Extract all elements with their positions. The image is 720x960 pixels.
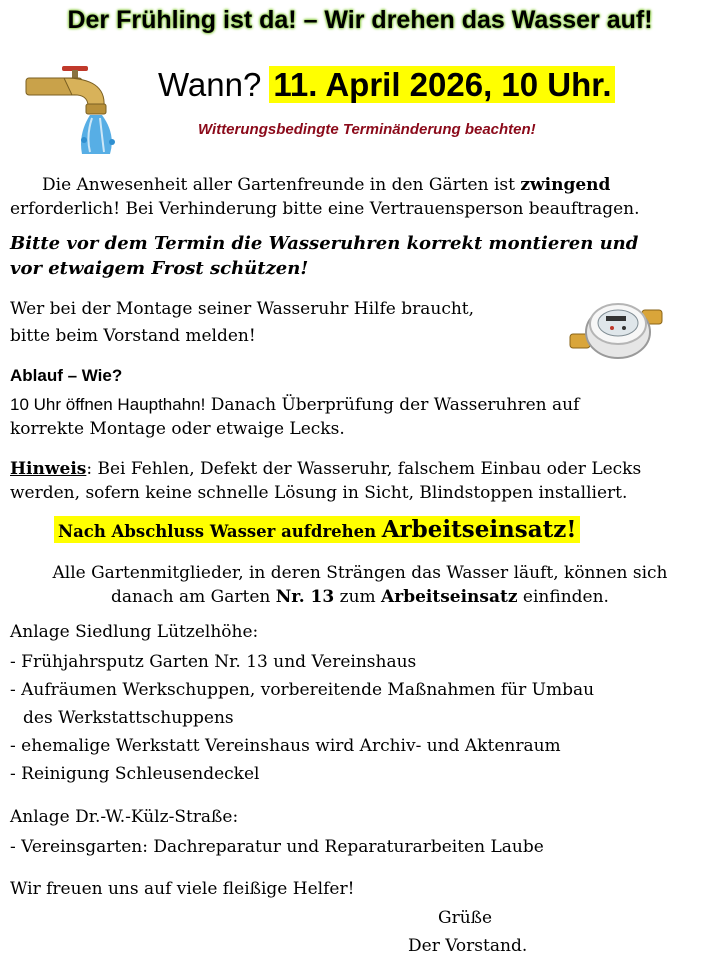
when-row bbox=[158, 66, 615, 104]
process-heading: Ablauf – Wie? bbox=[10, 366, 123, 385]
site-2-list bbox=[10, 833, 544, 861]
list-item: - Vereinsgarten: Dachreparatur und Reparaturarbeiten Laube bbox=[10, 837, 544, 857]
list-item: - Frühjahrsputz Garten Nr. 13 und Vereinshaus bbox=[10, 652, 417, 672]
help-paragraph bbox=[10, 296, 550, 350]
note-label: Hinweis bbox=[10, 459, 87, 479]
when-date: 11. April 2026, 10 Uhr. bbox=[269, 66, 615, 103]
garden-number: Nr. 13 bbox=[275, 587, 335, 607]
site-2-title: Anlage Dr.-W.-Külz-Straße: bbox=[10, 807, 239, 827]
list-item: - ehemalige Werkstatt Vereinshaus wird Archiv- und Aktenraum bbox=[10, 736, 561, 756]
list-item: - Aufräumen Werkschuppen, vorbereitende Maßnahmen für Umbau bbox=[10, 680, 595, 700]
members-line-1: Alle Gartenmitglieder, in deren Strängen das Wasser läuft, können sich bbox=[52, 563, 668, 583]
work-banner bbox=[54, 516, 580, 543]
signature: Der Vorstand. bbox=[408, 936, 528, 956]
process-text-1: Danach Überprüfung der Wasseruhren auf bbox=[210, 395, 580, 415]
work-event: Arbeitseinsatz bbox=[381, 587, 518, 607]
site-1-list bbox=[10, 648, 710, 788]
members-paragraph bbox=[0, 561, 720, 609]
attendance-emphasis: zwingend bbox=[520, 175, 611, 195]
attendance-text: Die Anwesenheit aller Gartenfreunde in den Gärten ist bbox=[42, 175, 515, 195]
process-text-2: korrekte Montage oder etwaige Lecks. bbox=[10, 419, 345, 439]
help-line-1: Wer bei der Montage seiner Wasseruhr Hilfe braucht, bbox=[10, 299, 475, 319]
when-label: Wann? bbox=[158, 66, 262, 103]
site-1-title: Anlage Siedlung Lützelhöhe: bbox=[10, 622, 259, 642]
note-text-1: : Bei Fehlen, Defekt der Wasseruhr, falschem Einbau oder Lecks bbox=[86, 459, 642, 479]
headline: Der Frühling ist da! – Wir drehen das Wasser auf! bbox=[67, 6, 653, 34]
help-line-2: bitte beim Vorstand melden! bbox=[10, 326, 256, 346]
process-text bbox=[10, 393, 710, 441]
greeting: Grüße bbox=[438, 908, 493, 928]
members-text-d: einfinden. bbox=[522, 587, 609, 607]
attendance-text-2: erforderlich! Bei Verhinderung bitte eine Vertrauensperson beauftragen. bbox=[10, 199, 640, 219]
process-time: 10 Uhr öffnen Haupthahn! bbox=[10, 395, 206, 414]
meter-instruction-line-1: Bitte vor dem Termin die Wasseruhren korrekt montieren und bbox=[10, 233, 639, 254]
water-meter-icon bbox=[568, 288, 664, 366]
attendance-paragraph bbox=[10, 173, 710, 221]
list-item: des Werkstattschuppens bbox=[23, 708, 234, 728]
closing-line: Wir freuen uns auf viele fleißige Helfer! bbox=[10, 879, 355, 899]
banner-emphasis: Arbeitseinsatz! bbox=[381, 516, 577, 543]
weather-note: Witterungsbedingte Terminänderung beachten! bbox=[198, 121, 536, 138]
water-faucet-icon bbox=[24, 54, 124, 158]
meter-instruction bbox=[10, 231, 710, 281]
members-text-a: danach am Garten bbox=[111, 587, 271, 607]
note-paragraph bbox=[10, 457, 710, 505]
note-text-2: werden, sofern keine schnelle Lösung in Sicht, Blindstoppen installiert. bbox=[10, 483, 628, 503]
list-item: - Reinigung Schleusendeckel bbox=[10, 764, 260, 784]
meter-instruction-line-2: vor etwaigem Frost schützen! bbox=[10, 258, 309, 279]
members-text-c: zum bbox=[339, 587, 376, 607]
banner-text: Nach Abschluss Wasser aufdrehen bbox=[58, 522, 377, 541]
